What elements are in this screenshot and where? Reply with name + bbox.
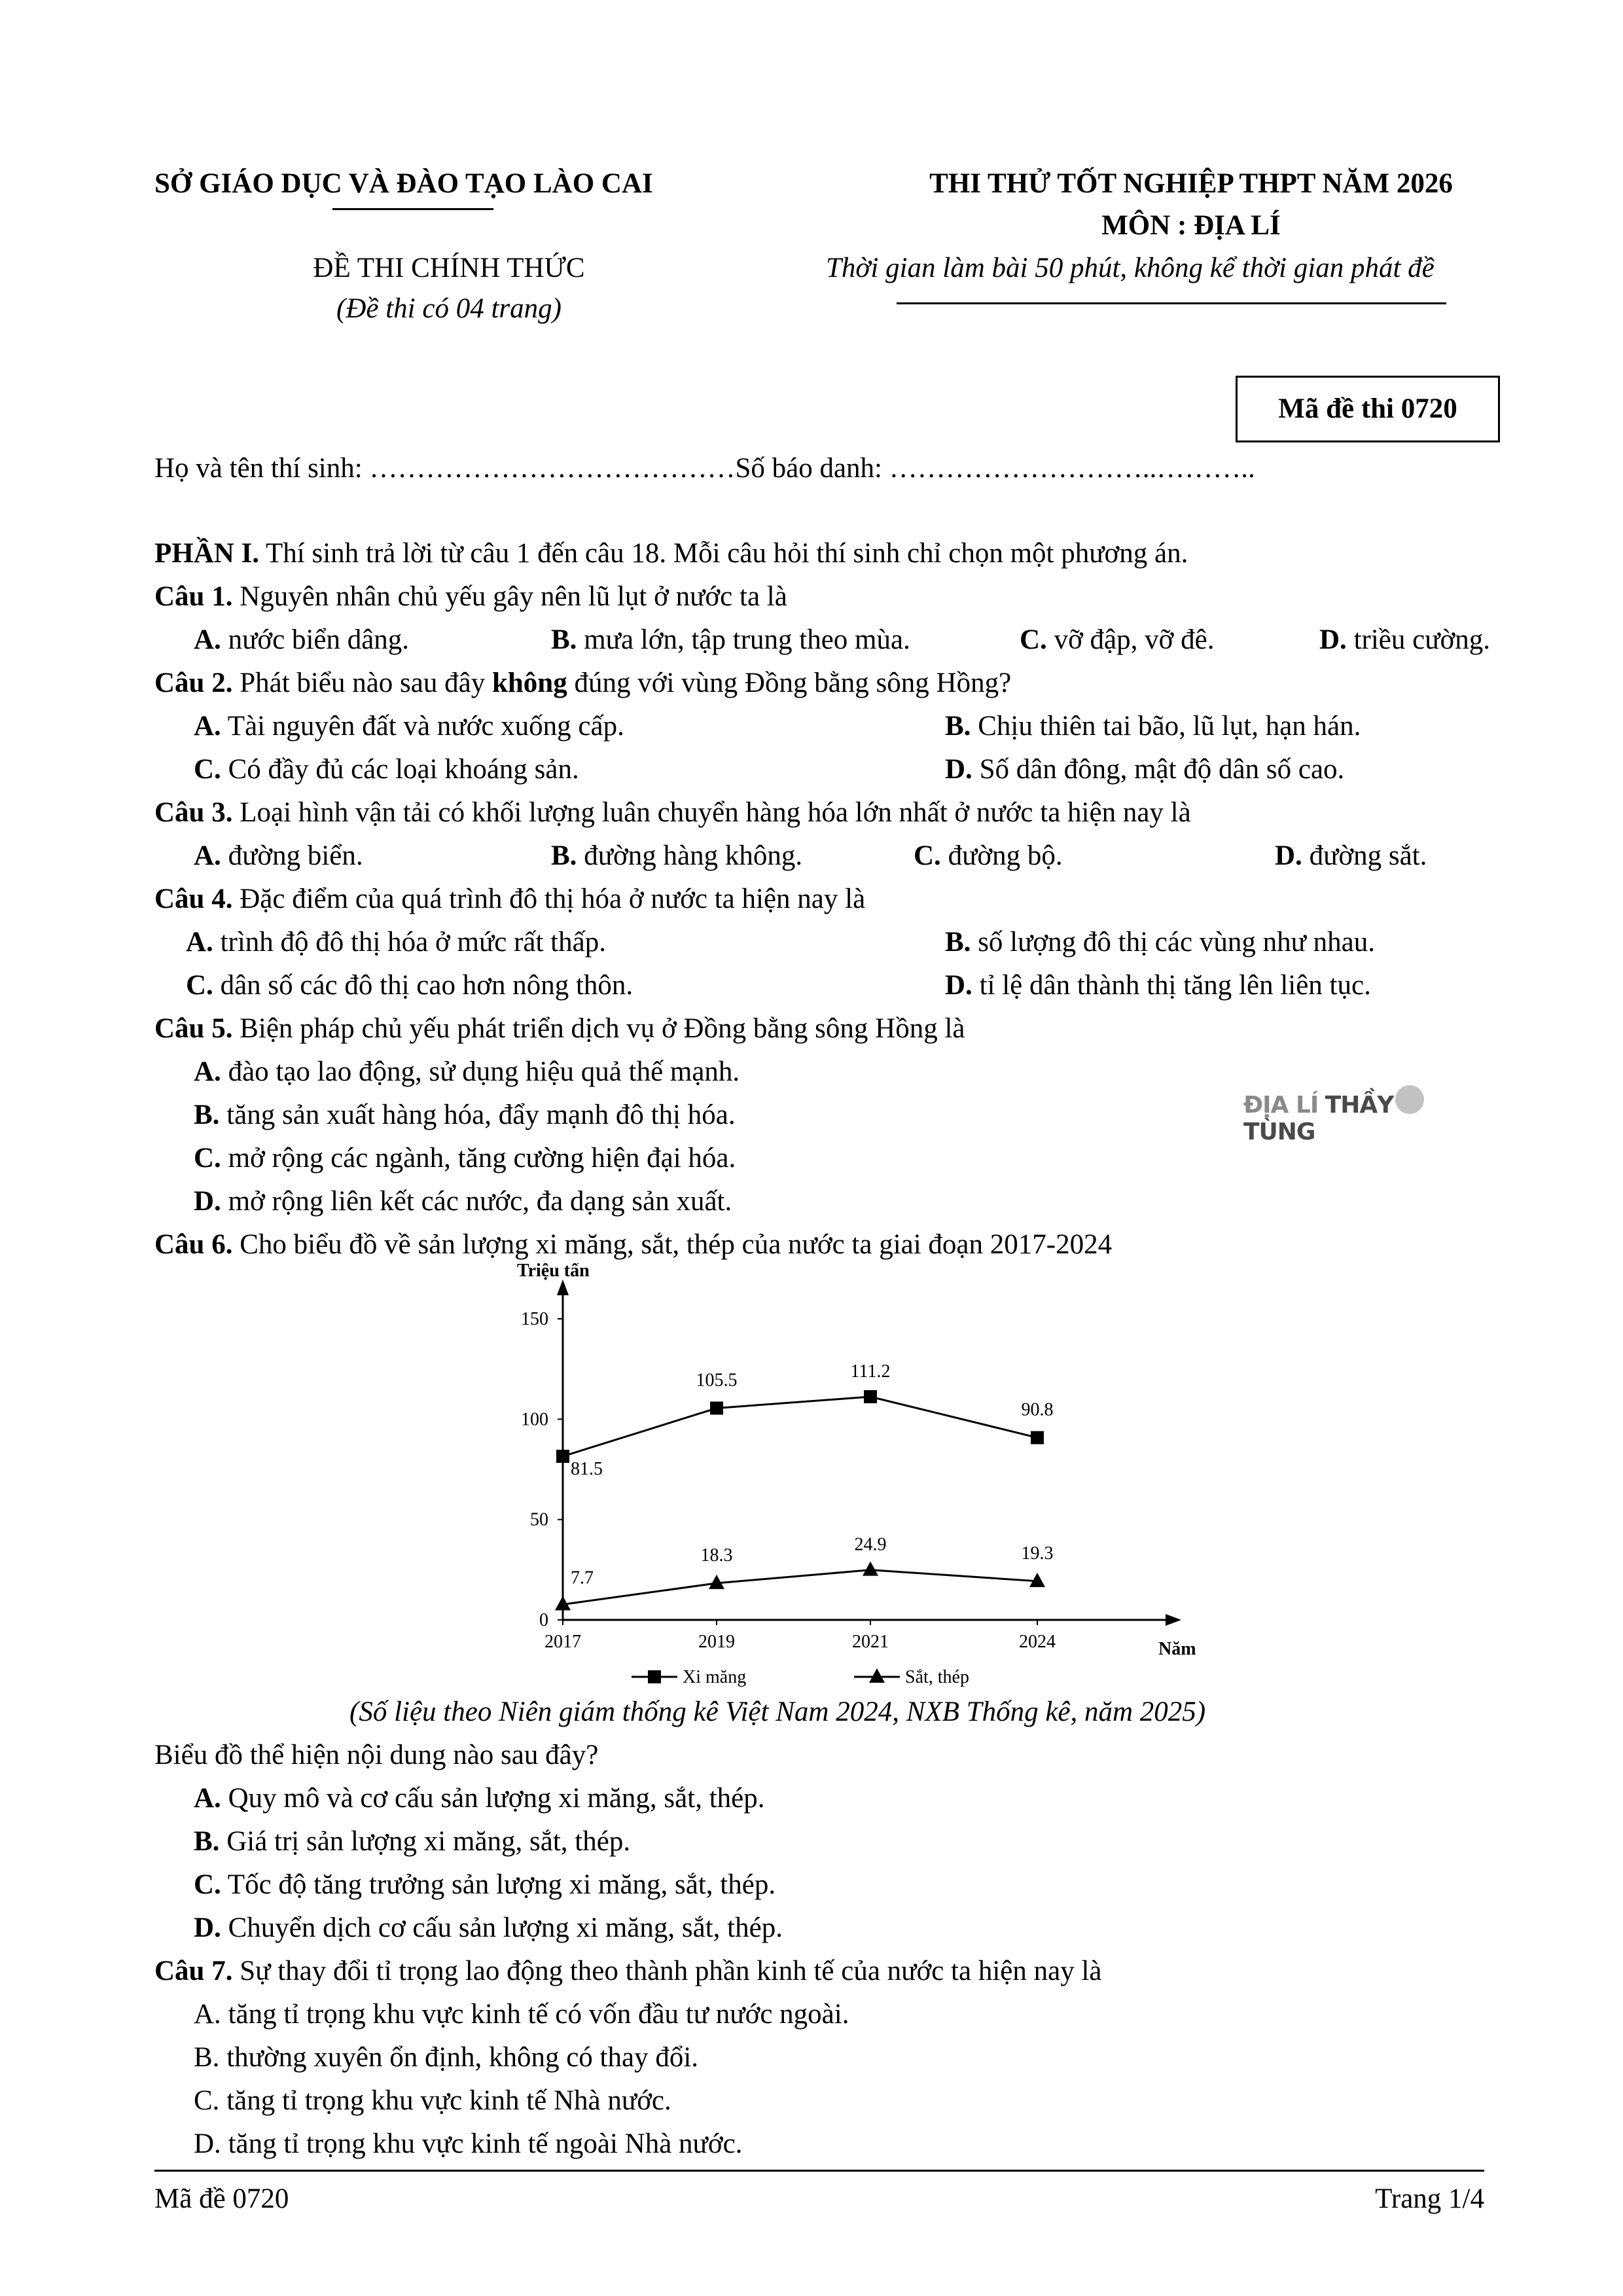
data-point-square (556, 1450, 569, 1463)
part1-label: PHẦN I. (154, 538, 260, 569)
q1-option-a[interactable] (194, 623, 409, 657)
option-text: triều cường. (1353, 624, 1490, 655)
q2-option-c[interactable] (194, 753, 579, 787)
data-point-square (1031, 1431, 1044, 1444)
q6-label: Câu 6. (154, 1229, 233, 1260)
q5-text: Biện pháp chủ yếu phát triển dịch vụ ở Đồng bằng sông Hồng là (232, 1013, 965, 1044)
option-text: Có đầy đủ các loại khoáng sản. (228, 754, 579, 785)
q7-option-b[interactable] (194, 2041, 698, 2075)
y-axis-arrow-icon (557, 1280, 569, 1295)
option-text: tăng tỉ trọng khu vực kinh tế có vốn đầu tư nước ngoài. (228, 1999, 849, 2030)
x-tick-label: 2024 (1019, 1632, 1056, 1652)
q4-option-b[interactable] (945, 925, 1375, 960)
option-letter: C. (186, 970, 213, 1001)
y-axis-label: Triệu tấn (517, 1263, 590, 1281)
option-letter: D. (1319, 624, 1347, 655)
question-6 (154, 1228, 1112, 1262)
part1-text: Thí sinh trả lời từ câu 1 đến câu 18. Mỗi câu hỏi thí sinh chỉ chọn một phương án. (259, 538, 1188, 569)
q5-option-b[interactable] (194, 1098, 736, 1132)
option-text: Chịu thiên tai bão, lũ lụt, hạn hán. (978, 711, 1361, 742)
data-label: 18.3 (700, 1545, 733, 1566)
option-text: Số dân đông, mật độ dân số cao. (979, 754, 1345, 785)
time-underline (897, 302, 1446, 304)
q4-text: Đặc điểm của quá trình đô thị hóa ở nước ta hiện nay là (232, 884, 866, 914)
footer-divider (154, 2170, 1484, 2172)
y-tick-label: 50 (530, 1509, 548, 1530)
q2-option-d[interactable] (945, 753, 1344, 787)
exam-official-label: ĐỀ THI CHÍNH THỨC (313, 253, 585, 283)
q5-option-d[interactable] (194, 1185, 732, 1219)
option-text: Tốc độ tăng trưởng sản lượng xi măng, sắt, thép. (227, 1869, 776, 1900)
option-letter: A. (194, 711, 221, 742)
question-1 (154, 580, 787, 614)
legend-square-icon (648, 1670, 661, 1683)
logo-dot-icon (1395, 1085, 1424, 1114)
option-letter: B. (551, 624, 577, 655)
x-tick-label: 2017 (544, 1632, 581, 1652)
watermark-logo (1243, 1092, 1440, 1145)
option-text: trình độ đô thị hóa ở mức rất thấp. (220, 927, 606, 958)
q7-text: Sự thay đổi tỉ trọng lao động theo thành phần kinh tế của nước ta hiện nay là (232, 1956, 1102, 1986)
data-label: 19.3 (1021, 1543, 1054, 1564)
candidate-info-line: Họ và tên thí sinh: …………………………………Số báo danh: ………………………..……….. (154, 453, 1255, 484)
option-letter: C. (914, 840, 941, 871)
q6-prompt: Biểu đồ thể hiện nội dung nào sau đây? (154, 1740, 599, 1770)
q4-option-d[interactable] (945, 969, 1371, 1003)
q6-option-a[interactable] (194, 1782, 764, 1816)
option-letter: B. (945, 927, 971, 958)
option-text: mở rộng các ngành, tăng cường hiện đại hóa. (228, 1143, 736, 1174)
x-axis-arrow-icon (1166, 1614, 1181, 1626)
q5-label: Câu 5. (154, 1013, 233, 1044)
q6-option-c[interactable] (194, 1868, 776, 1902)
q1-option-d[interactable] (1319, 623, 1490, 657)
logo-text-part1: ĐỊA LÍ (1243, 1092, 1319, 1119)
q7-option-c[interactable] (194, 2084, 671, 2118)
q2-label: Câu 2. (154, 668, 233, 698)
option-letter: C. (194, 1869, 221, 1900)
option-text: tăng tỉ trọng khu vực kinh tế Nhà nước. (226, 2085, 671, 2116)
option-letter: D. (194, 1186, 221, 1217)
option-text: đường sắt. (1309, 840, 1427, 871)
option-letter: A. (186, 927, 213, 958)
option-text: đường biển. (228, 840, 363, 871)
option-letter: B. (194, 1826, 220, 1857)
y-tick-label: 0 (539, 1610, 548, 1630)
option-text: số lượng đô thị các vùng như nhau. (978, 927, 1375, 958)
q1-text: Nguyên nhân chủ yếu gây nên lũ lụt ở nước ta là (232, 581, 787, 612)
option-letter: A. (194, 1783, 221, 1814)
legend-label: Sắt, thép (905, 1667, 969, 1687)
q6-option-d[interactable] (194, 1911, 783, 1945)
q2-text-before: Phát biểu nào sau đây (232, 668, 492, 698)
option-text: tỉ lệ dân thành thị tăng lên liên tục. (979, 970, 1371, 1001)
q2-option-b[interactable] (945, 709, 1361, 744)
y-tick-label: 100 (521, 1409, 548, 1430)
x-tick-label: 2019 (698, 1632, 735, 1652)
q3-option-a[interactable] (194, 839, 363, 873)
q4-option-a[interactable] (186, 925, 606, 960)
data-label: 7.7 (571, 1568, 594, 1588)
data-point-triangle (863, 1562, 878, 1576)
production-line-chart (497, 1263, 1224, 1689)
data-label: 105.5 (696, 1370, 738, 1391)
option-letter: C. (1020, 624, 1047, 655)
q3-option-d[interactable] (1275, 839, 1427, 873)
data-point-square (864, 1390, 877, 1403)
series-line-2 (563, 1570, 1037, 1605)
legend-triangle-icon (869, 1668, 885, 1683)
option-letter: D. (194, 1912, 221, 1943)
option-letter: D. (945, 754, 972, 785)
option-text: dân số các đô thị cao hơn nông thôn. (220, 970, 633, 1001)
q1-option-b[interactable] (551, 623, 910, 657)
chart-source-note: (Số liệu theo Niên giám thống kê Việt Nam 2024, NXB Thống kê, năm 2025) (349, 1696, 1206, 1727)
q3-label: Câu 3. (154, 797, 233, 828)
option-letter: D. (1275, 840, 1302, 871)
footer-exam-code: Mã đề 0720 (154, 2183, 289, 2214)
series-line-1 (563, 1397, 1037, 1456)
y-tick-label: 150 (521, 1309, 548, 1329)
option-text: mở rộng liên kết các nước, đa dạng sản xuất. (228, 1186, 732, 1217)
q3-text: Loại hình vận tải có khối lượng luân chuyển hàng hóa lớn nhất ở nước ta hiện nay là (232, 797, 1191, 828)
option-letter: C. (194, 2085, 220, 2116)
question-5 (154, 1012, 965, 1046)
q3-option-b[interactable] (551, 839, 802, 873)
data-label: 111.2 (850, 1361, 891, 1382)
option-text: Quy mô và cơ cấu sản lượng xi măng, sắt, thép. (228, 1783, 765, 1814)
legend-label: Xi măng (683, 1667, 747, 1687)
option-letter: D. (194, 2128, 221, 2159)
question-4 (154, 882, 865, 916)
question-2 (154, 666, 1011, 700)
option-text: thường xuyên ổn định, không có thay đổi. (226, 2042, 699, 2073)
data-label: 81.5 (571, 1459, 603, 1480)
q5-option-a[interactable] (194, 1055, 740, 1089)
question-7 (154, 1954, 1101, 1988)
q1-option-c[interactable] (1020, 623, 1214, 657)
part1-instruction (154, 537, 1188, 571)
option-text: nước biển dâng. (228, 624, 410, 655)
option-text: vỡ đập, vỡ đê. (1054, 624, 1215, 655)
option-letter: A. (194, 1999, 221, 2030)
q4-label: Câu 4. (154, 884, 233, 914)
q7-label: Câu 7. (154, 1956, 233, 1986)
option-text: đường hàng không. (584, 840, 803, 871)
option-letter: D. (945, 970, 972, 1001)
subject-title: MÔN : ĐỊA LÍ (1101, 210, 1281, 241)
q1-label: Câu 1. (154, 581, 233, 612)
q3-option-c[interactable] (914, 839, 1063, 873)
q5-option-c[interactable] (194, 1141, 736, 1175)
option-text: Tài nguyên đất và nước xuống cấp. (227, 711, 624, 742)
x-axis-label: Năm (1158, 1639, 1196, 1659)
q2-option-a[interactable] (194, 709, 624, 744)
q2-text-emphasis: không (491, 668, 567, 698)
option-letter: B. (551, 840, 577, 871)
option-text: Chuyển dịch cơ cấu sản lượng xi măng, sắt, thép. (228, 1912, 783, 1943)
option-text: tăng sản xuất hàng hóa, đẩy mạnh đô thị hóa. (226, 1100, 736, 1130)
option-letter: B. (194, 1100, 220, 1130)
exam-code-box: Mã đề thi 0720 (1236, 376, 1500, 442)
option-letter: C. (194, 1143, 221, 1174)
option-letter: C. (194, 754, 221, 785)
option-letter: B. (194, 2042, 220, 2073)
option-letter: A. (194, 1056, 221, 1087)
data-label: 90.8 (1021, 1399, 1054, 1420)
option-text: đường bộ. (948, 840, 1063, 871)
q2-text-after: đúng với vùng Đồng bằng sông Hồng? (567, 668, 1012, 698)
exam-title: THI THỬ TỐT NGHIỆP THPT NĂM 2026 (929, 168, 1453, 199)
data-point-square (710, 1401, 723, 1414)
q4-option-c[interactable] (186, 969, 633, 1003)
footer-page-number: Trang 1/4 (1375, 2183, 1484, 2214)
option-text: mưa lớn, tập trung theo mùa. (584, 624, 910, 655)
x-tick-label: 2021 (852, 1632, 889, 1652)
option-letter: A. (194, 624, 221, 655)
q7-option-a[interactable] (194, 1998, 849, 2032)
option-letter: B. (945, 711, 971, 742)
option-text: Giá trị sản lượng xi măng, sắt, thép. (226, 1826, 631, 1857)
issuer-name: SỞ GIÁO DỤC VÀ ĐÀO TẠO LÀO CAI (154, 168, 653, 199)
q7-option-d[interactable] (194, 2127, 742, 2161)
option-letter: A. (194, 840, 221, 871)
data-label: 24.9 (854, 1534, 887, 1555)
option-text: đào tạo lao động, sử dụng hiệu quả thế mạnh. (228, 1056, 740, 1087)
question-3 (154, 796, 1191, 830)
issuer-underline (332, 208, 493, 210)
logo-text-part2: THẦY TÙNG (1243, 1092, 1394, 1145)
option-text: tăng tỉ trọng khu vực kinh tế ngoài Nhà nước. (228, 2128, 743, 2159)
q6-option-b[interactable] (194, 1825, 630, 1859)
time-note: Thời gian làm bài 50 phút, không kể thời gian phát đề (826, 253, 1435, 283)
page-count-note: (Đề thi có 04 trang) (336, 293, 562, 324)
q6-text: Cho biểu đồ về sản lượng xi măng, sắt, thép của nước ta giai đoạn 2017-2024 (232, 1229, 1113, 1260)
